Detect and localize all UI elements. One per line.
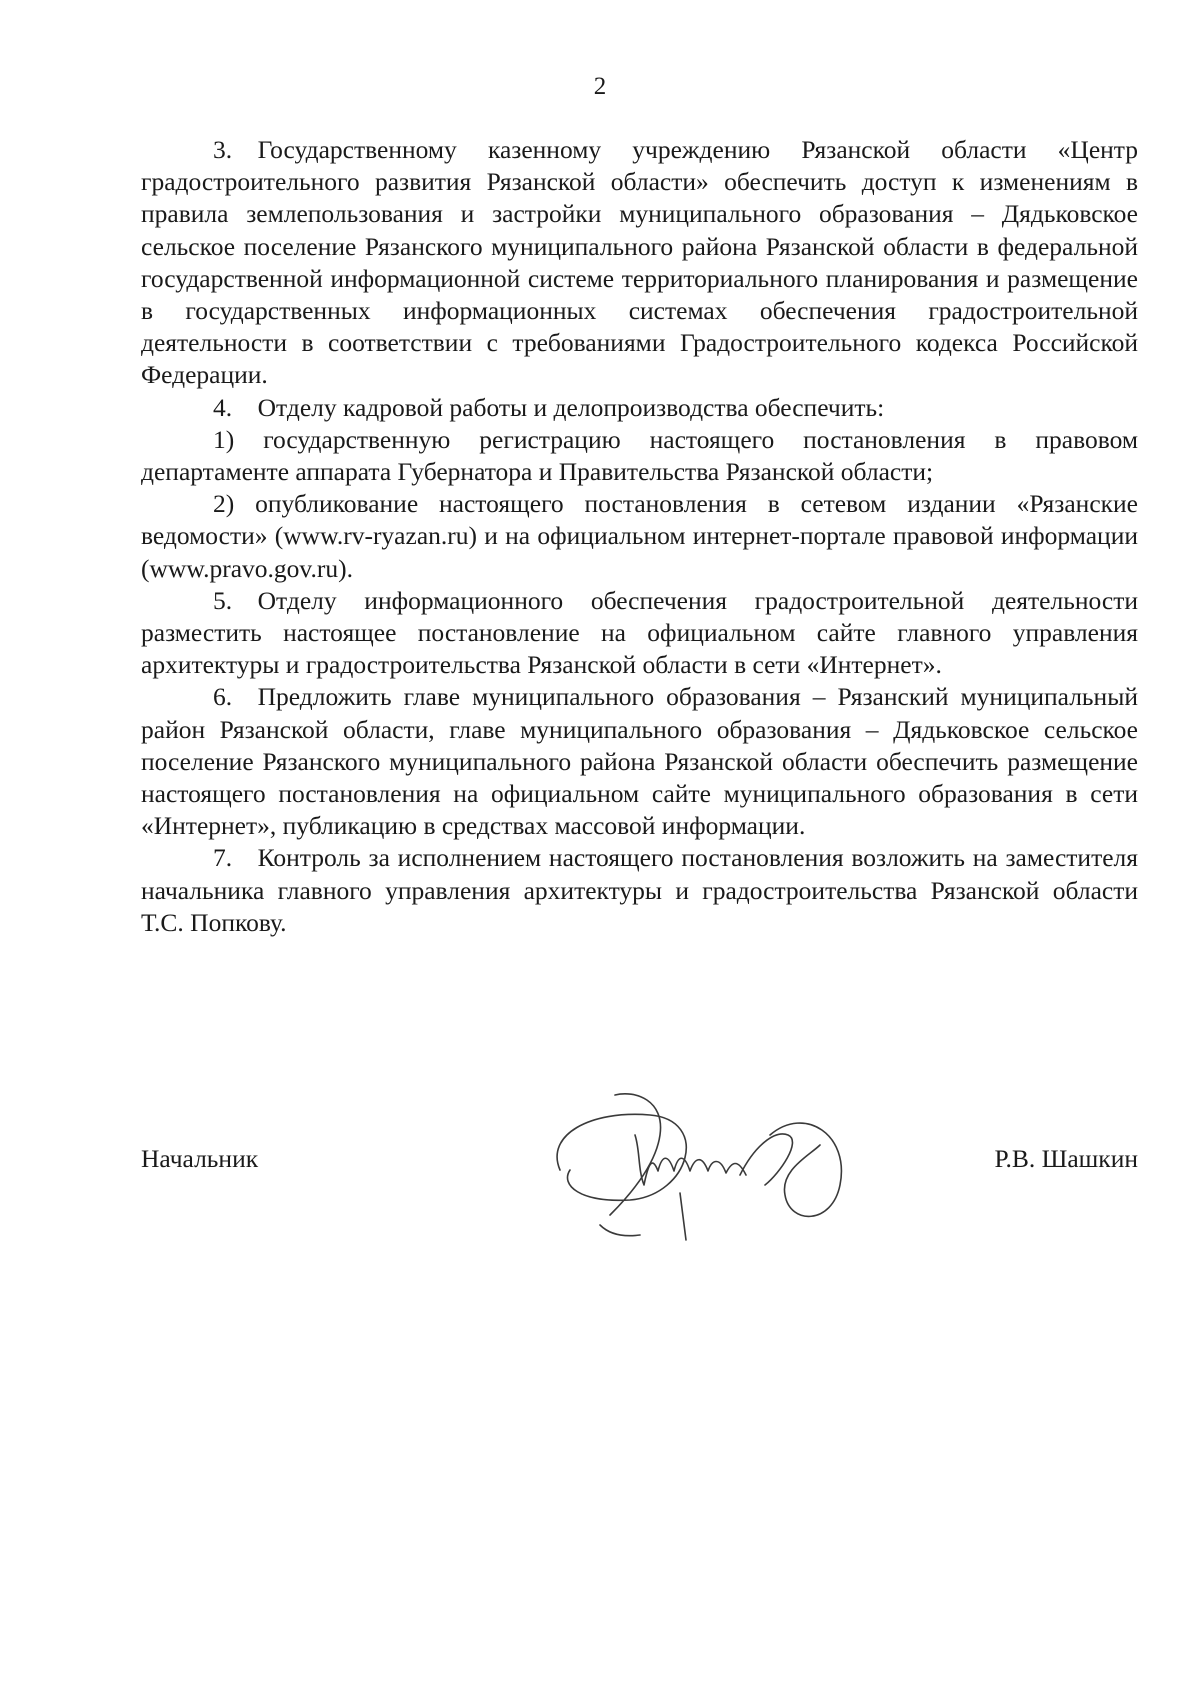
signatory-name: Р.В. Шашкин: [994, 1144, 1138, 1173]
handwritten-signature: [540, 1075, 860, 1255]
paragraph-subitem-4-2: 2) опубликование настоящего постановления в сетевом издании «Рязанские ведомости» (www.rv-ryazan.ru) и на официальном интернет-портале правовой информации (www.pravo.gov.ru).: [141, 489, 1138, 583]
paragraph-subitem-4-1: 1) государственную регистрацию настоящего постановления в правовом департаменте аппарата Губернатора и Правительства Рязанской области;: [141, 424, 1138, 487]
page-number: 2: [593, 73, 607, 100]
paragraph-item-7: 7. Контроль за исполнением настоящего постановления возложить на заместителя начальника главного управления архитектуры и градостроительства Рязанской области Т.С. Попкову.: [141, 843, 1138, 937]
paragraph-item-4: 4. Отделу кадровой работы и делопроизводства обеспечить:: [213, 392, 885, 422]
paragraph-item-6: 6. Предложить главе муниципального образования – Рязанский муниципальный район Рязанской области, главе муниципального образования – Дядьковское сельское поселение Рязанского муниципального района Рязанской области обеспечить размещение настоящего постановления на официальном сайте муниципального образования в сети «Интернет», публикацию в средствах массовой информации.: [141, 682, 1138, 841]
paragraph-item-3: 3. Государственному казенному учреждению Рязанской области «Центр градостроительного развития Рязанской области» обеспечить доступ к изменениям в правила землепользования и застройки муниципального образования – Дядьковское сельское поселение Рязанского муниципального района Рязанской области в федеральной государственной информационной системе территориального планирования и размещение в государственных информационных системах обеспечения градостроительной деятельности в соответствии с требованиями Градостроительного кодекса Российской Федерации.: [141, 135, 1138, 390]
paragraph-item-5: 5. Отделу информационного обеспечения градостроительной деятельности разместить настоящее постановление на официальном сайте главного управления архитектуры и градостроительства Рязанской области в сети «Интернет».: [141, 585, 1138, 680]
signatory-title: Начальник: [141, 1144, 259, 1173]
document-body: [141, 134, 1138, 939]
